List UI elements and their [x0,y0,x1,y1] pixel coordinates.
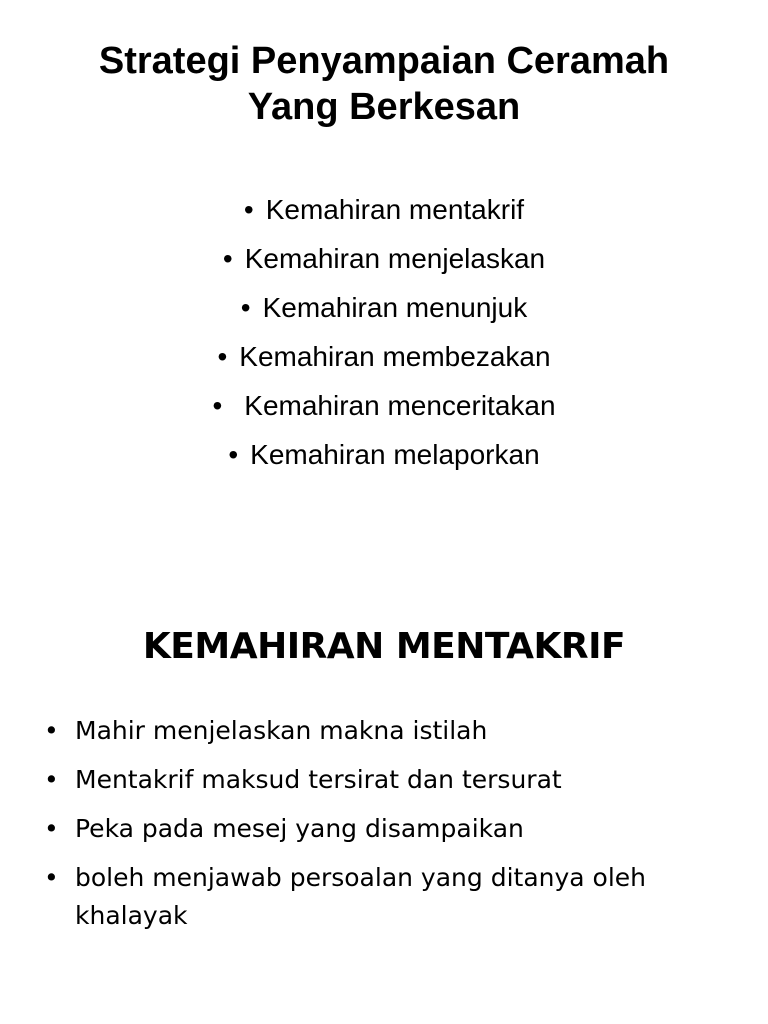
bullet-icon: • [44,863,59,892]
slide-title: KEMAHIRAN MENTAKRIF [142,626,626,667]
list-item [44,810,724,848]
list-item [44,712,724,750]
list-item [0,335,768,384]
bullet-icon: • [44,765,59,794]
slide-title-line-2: Yang Berkesan [247,86,521,128]
list-item [44,859,724,935]
bullet-icon: • [44,814,59,843]
list-item-text: Peka pada mesej yang disampaikan [75,814,524,843]
definition-list [44,712,724,946]
list-item-text: Mahir menjelaskan makna istilah [75,716,488,745]
slide-title-line-1: Strategi Penyampaian Ceramah [98,40,670,82]
list-item [44,761,724,799]
list-item [0,286,768,335]
list-item [0,433,768,482]
bullet-icon: • [240,292,251,323]
skills-list [0,188,768,482]
list-item-text: Mentakrif maksud tersirat dan tersurat [75,765,562,794]
list-item-text: Kemahiran membezakan [239,341,551,372]
bullet-icon: • [243,194,254,225]
list-item [0,237,768,286]
slide-title [0,38,768,130]
list-item-text: boleh menjawab persoalan yang ditanya oleh khalayak [75,863,647,930]
slide-kemahiran-mentakrif [0,512,768,1024]
bullet-icon: • [228,439,239,470]
bullet-icon: • [212,390,223,421]
bullet-icon: • [44,716,59,745]
list-item-text: Kemahiran menjelaskan [244,243,546,274]
bullet-icon: • [217,341,228,372]
list-item [0,384,768,433]
bullet-icon: • [222,243,233,274]
list-item-text: Kemahiran mentakrif [265,194,525,225]
list-item-text: Kemahiran menunjuk [262,292,528,323]
list-item-text: Kemahiran melaporkan [250,439,540,470]
list-item-text: Kemahiran menceritakan [244,390,556,421]
list-item [0,188,768,237]
